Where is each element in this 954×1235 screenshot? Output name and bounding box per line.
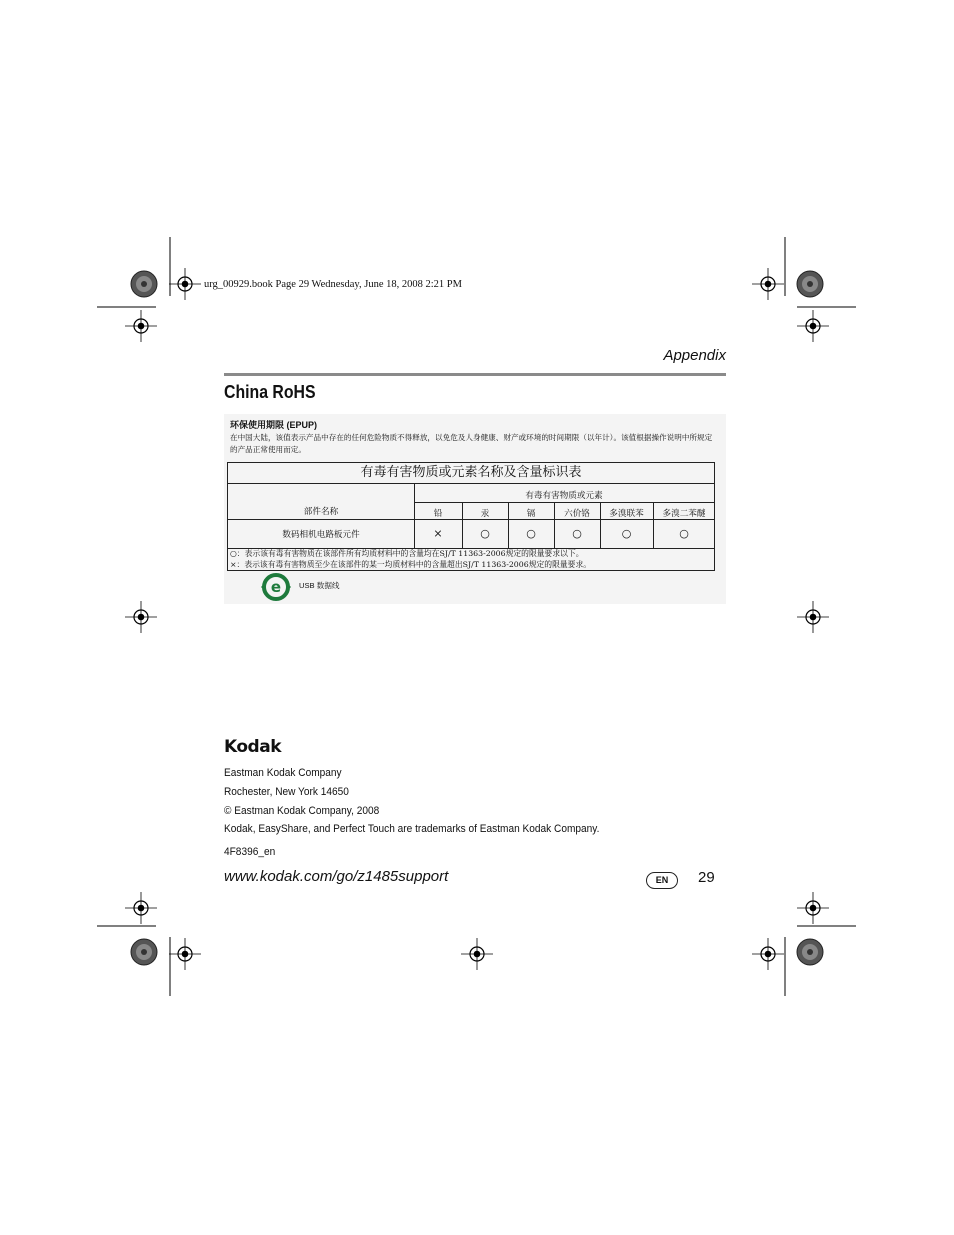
epup-text: 在中国大陆，该值表示产品中存在的任何危险物质不得释放，以免危及人身健康、财产或环境的时间期限（以年计）。该值根据操作说明中所规定的产品正常使用而定。	[230, 433, 713, 454]
usb-cable-label: USB 数据线	[299, 581, 340, 590]
page-number: 29	[698, 869, 715, 886]
mark-hexavalent-chromium: ○	[572, 527, 582, 540]
substance-mercury: 汞	[480, 509, 490, 519]
substance-pbde: 多溴二苯醚	[662, 509, 706, 519]
table-note-circle: ○：表示该有毒有害物质在该部件所有均质材料中的含量均在SJ/T 11363-2006规定的限量要求以下。	[230, 549, 584, 558]
epup-logo-icon	[259, 572, 293, 602]
support-url-link[interactable]: www.kodak.com/go/z1485support	[224, 868, 449, 885]
part-name-header: 部件名称	[303, 507, 339, 517]
copyright-line: © Eastman Kodak Company, 2008	[224, 805, 380, 817]
section-header: Appendix	[663, 347, 726, 364]
address-line-city: Rochester, New York 14650	[224, 786, 349, 798]
epup-logo-letter: e	[270, 578, 282, 596]
kodak-logo: Kodak	[224, 737, 281, 757]
trademark-line: Kodak, EasyShare, and Perfect Touch are trademarks of Eastman Kodak Company.	[224, 823, 600, 835]
page-title: China RoHS	[224, 382, 316, 402]
mark-lead: ×	[433, 527, 443, 540]
substance-group-header: 有毒有害物质或元素	[525, 491, 603, 501]
address-line-company: Eastman Kodak Company	[224, 767, 342, 779]
language-badge: EN	[646, 872, 678, 889]
mark-pbde: ○	[679, 527, 689, 540]
substance-pbb: 多溴联苯	[609, 509, 644, 519]
header-rule	[224, 373, 726, 376]
hazard-table-title: 有毒有害物质或元素名称及含量标识表	[360, 465, 582, 480]
mark-pbb: ○	[621, 527, 632, 540]
substance-cadmium: 镉	[526, 509, 536, 519]
part-number: 4F8396_en	[224, 846, 276, 858]
substance-lead: 铅	[433, 509, 443, 519]
epup-title: 环保使用期限 (EPUP)	[230, 420, 318, 430]
table-note-cross: ×：表示该有毒有害物质至少在该部件的某一均质材料中的含量超出SJ/T 11363-2006规定的限量要求。	[230, 560, 592, 569]
book-header: urg_00929.book Page 29 Wednesday, June 18, 2008 2:21 PM	[204, 279, 462, 290]
table-row-part: 数码相机电路板元件	[282, 530, 360, 540]
substance-hexavalent-chromium: 六价铬	[564, 509, 590, 519]
mark-mercury: ○	[480, 527, 490, 540]
mark-cadmium: ○	[526, 527, 536, 540]
